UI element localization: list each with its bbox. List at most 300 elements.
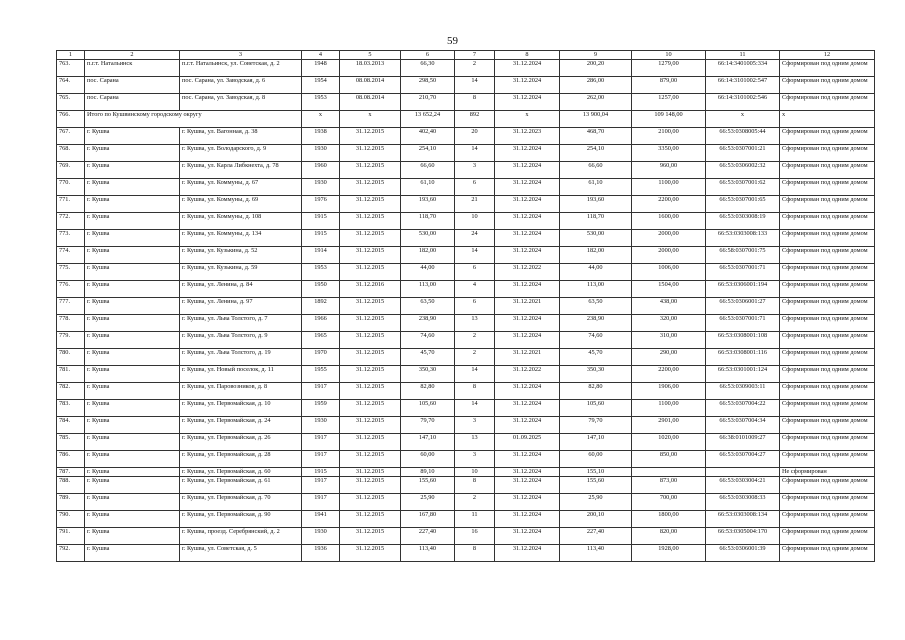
status-cell: Сформирован под одним домом [780,315,875,332]
settlement-cell: г. Кушва [85,349,180,366]
status-cell: Сформирован под одним домом [780,145,875,162]
area-cell: 238,90 [401,315,455,332]
row-number: 767. [57,128,85,145]
cadastral-cell: 66:14:3101002:547 [706,77,780,94]
residents-cell: 2 [455,60,495,77]
status-cell: x [780,111,875,128]
cadastral-cell: 66:53:0303008:133 [706,230,780,247]
area-cell: 13 652,24 [401,111,455,128]
area-cell-2: 193,60 [560,196,632,213]
year-cell: 1976 [302,196,340,213]
year-cell: 1930 [302,528,340,545]
residents-cell: 24 [455,230,495,247]
settlement-cell: г. Кушва [85,528,180,545]
row-number: 779. [57,332,85,349]
address-cell: г. Кушва, ул. Володарского, д. 9 [180,145,302,162]
area-cell-2: 79,70 [560,417,632,434]
cost-cell: 1600,00 [632,213,706,230]
table-row [57,511,875,528]
settlement-cell: г. Кушва [85,128,180,145]
year-cell: 1915 [302,468,340,477]
residents-cell: 8 [455,545,495,562]
settlement-cell: пос. Сарана [85,77,180,94]
residents-cell: 14 [455,366,495,383]
cadastral-cell: 66:53:0301001:124 [706,366,780,383]
settlement-cell: г. Кушва [85,545,180,562]
cost-cell: 2200,00 [632,366,706,383]
status-cell: Сформирован под одним домом [780,400,875,417]
residents-cell: 8 [455,94,495,111]
table-row [57,528,875,545]
cost-cell: 1800,00 [632,511,706,528]
date-cell: 31.12.2015 [340,545,401,562]
settlement-cell: г. Кушва [85,417,180,434]
settlement-cell: г. Кушва [85,511,180,528]
date-cell: 31.12.2015 [340,400,401,417]
deadline-cell: 31.12.2024 [495,281,560,298]
cost-cell: 700,00 [632,494,706,511]
year-cell: 1936 [302,545,340,562]
cadastral-cell: 66:53:0309003:11 [706,383,780,400]
status-cell: Сформирован под одним домом [780,196,875,213]
row-number: 765. [57,94,85,111]
residents-cell: 16 [455,528,495,545]
cadastral-cell: 66:58:0307001:75 [706,247,780,264]
date-cell: 08.08.2014 [340,94,401,111]
year-cell: 1915 [302,230,340,247]
status-cell: Сформирован под одним домом [780,417,875,434]
date-cell: 31.12.2015 [340,332,401,349]
area-cell: 60,00 [401,451,455,468]
date-cell: 31.12.2015 [340,417,401,434]
row-number: 781. [57,366,85,383]
cadastral-cell: 66:53:0307001:21 [706,145,780,162]
cost-cell: 2100,00 [632,128,706,145]
register-table [56,50,875,562]
residents-cell: 6 [455,298,495,315]
address-cell: г. Кушва, ул. Советская, д. 5 [180,545,302,562]
column-number: 10 [632,51,706,60]
area-cell-2: 74,60 [560,332,632,349]
year-cell: 1892 [302,298,340,315]
cadastral-cell: 66:14:3101002:546 [706,94,780,111]
cost-cell: 879,00 [632,77,706,94]
address-cell: г. Кушва, ул. Первомайская, д. 90 [180,511,302,528]
status-cell: Сформирован под одним домом [780,281,875,298]
status-cell: Сформирован под одним домом [780,366,875,383]
residents-cell: 13 [455,315,495,332]
table-row [57,494,875,511]
date-cell: 31.12.2015 [340,264,401,281]
column-number: 7 [455,51,495,60]
table-row [57,60,875,77]
column-number: 5 [340,51,401,60]
year-cell: 1948 [302,60,340,77]
year-cell: 1930 [302,145,340,162]
table-row [57,162,875,179]
area-cell: 350,30 [401,366,455,383]
cost-cell: 2200,00 [632,196,706,213]
table-row [57,247,875,264]
cadastral-cell: x [706,111,780,128]
row-number: 785. [57,434,85,451]
cadastral-cell: 66:53:0308001:116 [706,349,780,366]
residents-cell: 14 [455,145,495,162]
settlement-cell: г. Кушва [85,494,180,511]
address-cell: г. Кушва, ул. Льва Толстого, д. 7 [180,315,302,332]
year-cell: 1930 [302,179,340,196]
residents-cell: 3 [455,417,495,434]
status-cell: Сформирован под одним домом [780,451,875,468]
year-cell: 1917 [302,383,340,400]
table-row [57,264,875,281]
row-number: 783. [57,400,85,417]
area-cell: 182,00 [401,247,455,264]
area-cell-2: 63,50 [560,298,632,315]
area-cell-2: 155,60 [560,477,632,494]
area-cell-2: 147,10 [560,434,632,451]
cost-cell: 1906,00 [632,383,706,400]
cadastral-cell: 66:53:0303008:33 [706,494,780,511]
cost-cell [632,468,706,477]
table-row [57,179,875,196]
area-cell: 530,00 [401,230,455,247]
cost-cell: 438,00 [632,298,706,315]
year-cell: 1954 [302,77,340,94]
area-cell: 74,60 [401,332,455,349]
year-cell: x [302,111,340,128]
area-cell-2: 530,00 [560,230,632,247]
settlement-cell: г. Кушва [85,281,180,298]
area-cell-2: 286,00 [560,77,632,94]
column-number: 8 [495,51,560,60]
address-cell: г. Кушва, ул. Коммуны, д. 69 [180,196,302,213]
area-cell: 210,70 [401,94,455,111]
column-number: 6 [401,51,455,60]
row-number: 778. [57,315,85,332]
address-cell: г. Кушва, ул. Первомайская, д. 26 [180,434,302,451]
address-cell: г. Кушва, ул. Первомайская, д. 28 [180,451,302,468]
table-row [57,477,875,494]
area-cell: 25,90 [401,494,455,511]
table-row [57,315,875,332]
area-cell: 63,50 [401,298,455,315]
deadline-cell: 31.12.2024 [495,528,560,545]
area-cell-2: 350,30 [560,366,632,383]
cadastral-cell: 66:53:0303008:19 [706,213,780,230]
table-row [57,468,875,477]
area-cell: 118,70 [401,213,455,230]
cadastral-cell: 66:53:0303004:21 [706,477,780,494]
date-cell: 18.03.2013 [340,60,401,77]
row-number: 780. [57,349,85,366]
cost-cell: 1279,00 [632,60,706,77]
cost-cell: 1006,00 [632,264,706,281]
deadline-cell: 31.12.2024 [495,545,560,562]
table-row [57,196,875,213]
date-cell: 31.12.2015 [340,162,401,179]
column-number: 12 [780,51,875,60]
residents-cell: 892 [455,111,495,128]
address-cell: г. Кушва, ул. Первомайская, д. 61 [180,477,302,494]
area-cell: 45,70 [401,349,455,366]
status-cell: Сформирован под одним домом [780,349,875,366]
date-cell: 31.12.2015 [340,179,401,196]
area-cell-2: 227,40 [560,528,632,545]
residents-cell: 8 [455,383,495,400]
cadastral-cell: 66:53:0306001:27 [706,298,780,315]
date-cell: 31.12.2015 [340,196,401,213]
cadastral-cell: 66:53:0307001:62 [706,179,780,196]
area-cell-2: 82,80 [560,383,632,400]
area-cell-2: 468,70 [560,128,632,145]
status-cell: Сформирован под одним домом [780,247,875,264]
area-cell: 113,00 [401,281,455,298]
settlement-cell: г. Кушва [85,230,180,247]
area-cell-2: 118,70 [560,213,632,230]
row-number: 786. [57,451,85,468]
address-cell: г. Кушва, ул. Карла Либкнехта, д. 78 [180,162,302,179]
settlement-cell: г. Кушва [85,468,180,477]
date-cell: 31.12.2015 [340,128,401,145]
deadline-cell: 31.12.2024 [495,179,560,196]
settlement-cell: г. Кушва [85,315,180,332]
settlement-cell: г. Кушва [85,264,180,281]
residents-cell: 6 [455,179,495,196]
cadastral-cell: 66:53:0307004:27 [706,451,780,468]
area-cell: 89,10 [401,468,455,477]
area-cell: 167,80 [401,511,455,528]
cadastral-cell: 66:53:0307001:71 [706,264,780,281]
column-number: 9 [560,51,632,60]
table-row [57,281,875,298]
deadline-cell: 31.12.2024 [495,77,560,94]
deadline-cell: 31.12.2024 [495,196,560,213]
cost-cell: 310,00 [632,332,706,349]
area-cell-2: 105,60 [560,400,632,417]
residents-cell: 10 [455,468,495,477]
area-cell: 82,80 [401,383,455,400]
status-cell: Сформирован под одним домом [780,298,875,315]
residents-cell: 8 [455,477,495,494]
deadline-cell: 31.12.2024 [495,60,560,77]
row-number: 764. [57,77,85,94]
area-cell: 79,70 [401,417,455,434]
year-cell: 1915 [302,213,340,230]
deadline-cell: 31.12.2024 [495,494,560,511]
address-cell: г. Кушва, ул. Коммуны, д. 108 [180,213,302,230]
register-table-body [57,51,875,562]
address-cell: г. Кушва, ул. Паровозников, д. 8 [180,383,302,400]
address-cell: г. Кушва, ул. Первомайская, д. 70 [180,494,302,511]
settlement-cell: г. Кушва [85,145,180,162]
deadline-cell: 31.12.2021 [495,298,560,315]
area-cell: 193,60 [401,196,455,213]
status-cell: Сформирован под одним домом [780,230,875,247]
deadline-cell: 31.12.2022 [495,264,560,281]
residents-cell: 3 [455,162,495,179]
area-cell-2: 254,10 [560,145,632,162]
date-cell: 08.08.2014 [340,77,401,94]
status-cell: Сформирован под одним домом [780,128,875,145]
settlement-cell: г. Кушва [85,451,180,468]
table-row [57,400,875,417]
year-cell: 1970 [302,349,340,366]
area-cell: 44,00 [401,264,455,281]
date-cell: 31.12.2015 [340,298,401,315]
settlement-cell: г. Кушва [85,332,180,349]
cost-cell: 320,00 [632,315,706,332]
cost-cell: 3350,00 [632,145,706,162]
row-number: 784. [57,417,85,434]
status-cell: Сформирован под одним домом [780,511,875,528]
deadline-cell: 31.12.2024 [495,332,560,349]
row-number: 772. [57,213,85,230]
address-cell: п.г.т. Натальинск, ул. Советская, д. 2 [180,60,302,77]
cost-cell: 850,00 [632,451,706,468]
status-cell: Сформирован под одним домом [780,162,875,179]
table-row [57,230,875,247]
address-cell: г. Кушва, ул. Первомайская, д. 60 [180,468,302,477]
cadastral-cell: 66:53:0306001:39 [706,545,780,562]
area-cell: 66,30 [401,60,455,77]
settlement-cell: г. Кушва [85,247,180,264]
cost-cell: 1020,00 [632,434,706,451]
area-cell-2: 66,60 [560,162,632,179]
year-cell: 1938 [302,128,340,145]
table-row [57,128,875,145]
table-row [57,77,875,94]
address-cell: г. Кушва, проезд. Серебрянский, д. 2 [180,528,302,545]
date-cell: 31.12.2015 [340,247,401,264]
address-cell: г. Кушва, ул. Ленина, д. 97 [180,298,302,315]
residents-cell: 2 [455,494,495,511]
status-cell: Сформирован под одним домом [780,77,875,94]
year-cell: 1917 [302,494,340,511]
year-cell: 1965 [302,332,340,349]
area-cell: 113,40 [401,545,455,562]
date-cell: 31.12.2015 [340,366,401,383]
settlement-cell: г. Кушва [85,298,180,315]
residents-cell: 2 [455,349,495,366]
residents-cell: 14 [455,400,495,417]
cadastral-cell: 66:53:0307001:65 [706,196,780,213]
date-cell: 31.12.2015 [340,494,401,511]
date-cell: 31.12.2015 [340,477,401,494]
status-cell: Сформирован под одним домом [780,213,875,230]
cadastral-cell: 66:14:3401005:334 [706,60,780,77]
page-number: 59 [447,35,458,47]
status-cell: Сформирован под одним домом [780,477,875,494]
cadastral-cell: 66:38:0101009:27 [706,434,780,451]
deadline-cell: 31.12.2024 [495,94,560,111]
summary-row [57,111,875,128]
residents-cell: 2 [455,332,495,349]
residents-cell: 3 [455,451,495,468]
row-number: 788. [57,477,85,494]
date-cell: 31.12.2015 [340,145,401,162]
area-cell-2: 262,00 [560,94,632,111]
area-cell-2: 200,20 [560,60,632,77]
cadastral-cell: 66:53:0308001:108 [706,332,780,349]
cost-cell: 2000,00 [632,230,706,247]
row-number: 763. [57,60,85,77]
settlement-cell: г. Кушва [85,213,180,230]
date-cell: 31.12.2015 [340,230,401,247]
residents-cell: 13 [455,434,495,451]
year-cell: 1950 [302,281,340,298]
row-number: 790. [57,511,85,528]
settlement-cell: г. Кушва [85,383,180,400]
cost-cell: 1257,00 [632,94,706,111]
address-cell: пос. Сарана, ул. Заводская, д. 6 [180,77,302,94]
residents-cell: 14 [455,77,495,94]
date-cell: x [340,111,401,128]
row-number: 773. [57,230,85,247]
year-cell: 1953 [302,264,340,281]
cost-cell: 109 148,00 [632,111,706,128]
year-cell: 1917 [302,434,340,451]
cost-cell: 1504,00 [632,281,706,298]
settlement-cell: г. Кушва [85,162,180,179]
cost-cell: 290,00 [632,349,706,366]
row-number: 777. [57,298,85,315]
date-cell: 31.12.2015 [340,528,401,545]
row-number: 768. [57,145,85,162]
deadline-cell: 31.12.2024 [495,383,560,400]
row-number: 774. [57,247,85,264]
address-cell: г. Кушва, ул. Ленина, д. 84 [180,281,302,298]
cost-cell: 2901,00 [632,417,706,434]
cost-cell: 820,00 [632,528,706,545]
settlement-cell: г. Кушва [85,400,180,417]
address-cell: г. Кушва, ул. Льва Толстого, д. 9 [180,332,302,349]
column-number-row [57,51,875,60]
table-row [57,332,875,349]
table-row [57,366,875,383]
area-cell-2: 113,40 [560,545,632,562]
year-cell: 1917 [302,451,340,468]
cadastral-cell: 66:53:0306002:32 [706,162,780,179]
column-number: 3 [180,51,302,60]
year-cell: 1953 [302,94,340,111]
address-cell: пос. Сарана, ул. Заводская, д. 8 [180,94,302,111]
residents-cell: 4 [455,281,495,298]
area-cell: 155,60 [401,477,455,494]
row-number: 791. [57,528,85,545]
year-cell: 1959 [302,400,340,417]
deadline-cell: 31.12.2022 [495,366,560,383]
area-cell-2: 45,70 [560,349,632,366]
table-row [57,298,875,315]
area-cell: 402,40 [401,128,455,145]
table-row [57,383,875,400]
status-cell: Сформирован под одним домом [780,383,875,400]
cadastral-cell: 66:53:0307001:71 [706,315,780,332]
residents-cell: 14 [455,247,495,264]
year-cell: 1960 [302,162,340,179]
area-cell: 66,60 [401,162,455,179]
address-cell: г. Кушва, ул. Коммуны, д. 134 [180,230,302,247]
residents-cell: 11 [455,511,495,528]
status-cell: Сформирован под одним домом [780,545,875,562]
deadline-cell: 01.09.2025 [495,434,560,451]
cost-cell: 873,00 [632,477,706,494]
settlement-cell: г. Кушва [85,366,180,383]
address-cell: г. Кушва, ул. Кузькина, д. 52 [180,247,302,264]
row-number: 769. [57,162,85,179]
cadastral-cell [706,468,780,477]
